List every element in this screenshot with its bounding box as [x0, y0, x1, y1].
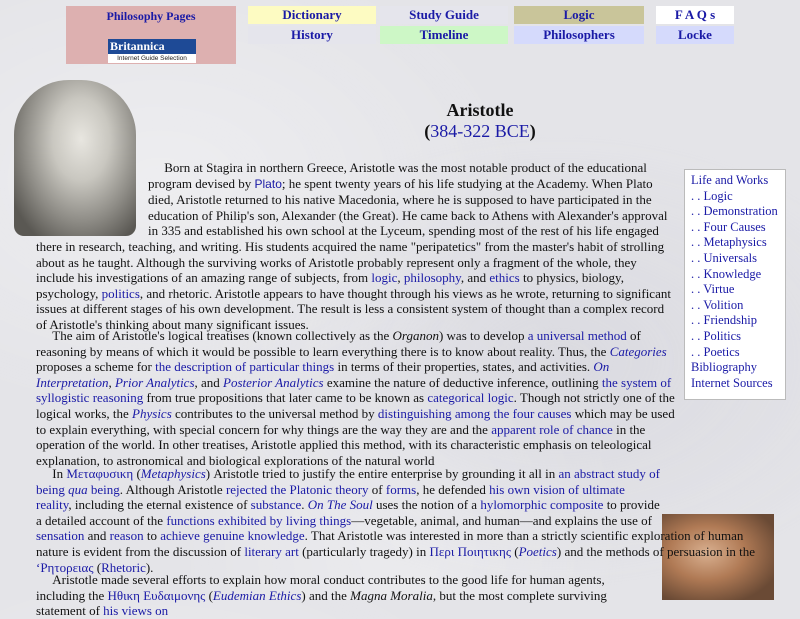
toc-internet-sources[interactable]: Internet Sources: [691, 375, 773, 390]
title-dates: (384-322 BCE): [424, 121, 536, 141]
link-poetics[interactable]: Poetics: [518, 543, 557, 559]
link-ethics[interactable]: ethics: [489, 270, 520, 286]
nav-locke[interactable]: Locke: [656, 26, 734, 44]
link-forms[interactable]: forms: [385, 481, 417, 497]
link-posterior-analytics[interactable]: Posterior Analytics: [223, 374, 324, 390]
toc-metaphysics[interactable]: . . Metaphysics: [691, 235, 767, 250]
link-knowledge[interactable]: achieve genuine knowledge: [160, 528, 305, 544]
link-greek-poetics[interactable]: Περι Ποιητικης: [429, 543, 511, 559]
philosophy-pages-link[interactable]: Philosophy Pages: [106, 9, 196, 23]
britannica-label: Britannica: [110, 39, 165, 53]
link-categories[interactable]: Categories: [609, 343, 667, 359]
philosophy-pages-panel: [66, 6, 236, 64]
link-physics[interactable]: Physics: [132, 405, 172, 421]
paragraph-life: Born at Stagira in northern Greece, Aristotle was the most notable product of the educational program devised by Plato; he spent twenty years of his life studying at the Academy. When Plato died, Aristotle returned to his native Macedonia, where he is supposed to have participated in the education of Philip's son, Alexander (the Great). He came back to Athens with Alexander's approval in 335 and established his own school at the Lyceum, spending most of the rest of his life engaged there in research, teaching, and writing. His students acquired the name "peripatetics" from the master's habit of strolling about as he taught. Although the surviving works of Aristotle probably represent only a fragment of the whole, they include his investigations of an amazing range of subjects, from logic, philosophy, and ethics to physics, biology, psychology, politics, and rhetoric. Aristotle appears to have thought through his views as he wrote, returning to significant issues at different stages of his own development. The result is less a consistent system of thought than a complex record of Aristotle's thinking about many significant issues.: [36, 160, 671, 332]
nav-history[interactable]: History: [248, 26, 376, 44]
link-on-interpretation[interactable]: On Interpretation: [36, 359, 610, 390]
toc-virtue[interactable]: . . Virtue: [691, 282, 735, 297]
link-hylomorphic[interactable]: hylomorphic composite: [480, 497, 604, 513]
toc-four-causes[interactable]: . . Four Causes: [691, 219, 766, 234]
page-title: [300, 100, 660, 142]
link-substance[interactable]: substance: [250, 497, 302, 513]
link-plato[interactable]: Plato: [254, 176, 282, 191]
link-categorical-logic[interactable]: categorical logic: [427, 390, 514, 406]
link-politics[interactable]: politics: [101, 285, 140, 301]
paragraph-ethics: Aristotle made several efforts to explain how moral conduct contributes to the good life for human agents, including the Ηθικη Ευδαιμονης (Eudemian Ethics) and the Magna Moralia, but the most complete surviving statement of his views on: [36, 572, 607, 619]
link-four-causes[interactable]: distinguishing among the four causes: [377, 405, 572, 421]
paragraph-logic: The aim of Aristotle's logical treatises (known collectively as the Organon) was to develop a universal method of reasoning by means of which it would be possible to learn everything there is to know about reality. Thus, the Categories proposes a scheme for the description of particular things in terms of their properties, states, and activities. On Interpretation, Prior Analytics, and Posterior Analytics examine the nature of deductive inference, outlining the system of syllogistic reasoning from true propositions that later came to be known as categorical logic. Though not strictly one of the logical works, the Physics contributes to the universal method by distinguishing among the four causes which may be used to explain everything, with special concern for why things are the way they are and the apparent role of chance in the operation of the world. In other treatises, Aristotle applied this method, with its characteristic emphasis on teleological explanation, to astronomical and biological explorations of the natural world: [36, 328, 675, 468]
link-reason[interactable]: reason: [109, 528, 144, 544]
link-rejected-platonic[interactable]: rejected the Platonic theory: [225, 481, 369, 497]
link-greek-eudemian[interactable]: Ηθικη Ευδαιμονης: [107, 587, 206, 603]
britannica-logo[interactable]: [108, 39, 196, 63]
toc-bibliography[interactable]: Bibliography: [691, 360, 757, 375]
link-being-qua-being[interactable]: an abstract study of being qua being: [36, 466, 660, 497]
link-syllogistic[interactable]: the system of syllogistic reasoning: [36, 374, 672, 406]
toc-friendship[interactable]: . . Friendship: [691, 313, 757, 328]
nav-philosophers[interactable]: Philosophers: [514, 26, 644, 44]
toc-volition[interactable]: . . Volition: [691, 297, 744, 312]
toc-life-works[interactable]: Life and Works: [691, 173, 769, 187]
link-views-on[interactable]: his views on: [103, 603, 169, 619]
link-greek-rhetoric[interactable]: ‘Ρητορειας: [36, 559, 94, 575]
nav-faqs[interactable]: F A Q s: [656, 6, 734, 24]
nav-logic[interactable]: Logic: [514, 6, 644, 24]
link-chance[interactable]: apparent role of chance: [491, 421, 613, 437]
toc-demonstration[interactable]: . . Demonstration: [691, 204, 778, 219]
paragraph-metaphysics: In Μεταφυσικη (Metaphysics) Aristotle tried to justify the entire enterprise by grounding it all in an abstract study of being qua being. Although Aristotle rejected the Platonic theory of forms, he defended his own vision of ultimate reality, including the eternal existence of substance. On The Soul uses the notion of a hylomorphic composite to provide a detailed account of the functions exhibited by living things—vegetable, animal, and human—and explains the use of sensation and reason to achieve genuine knowledge. That Aristotle was interested in more than a strictly scientific exploration of human nature is evident from the discussion of literary art (particularly tragedy) in Περι Ποιητικης (Poetics) and the methods of persuasion in the ‘Ρητορειας (Rhetoric).: [36, 466, 756, 575]
link-metaphysics[interactable]: Metaphysics: [140, 466, 206, 481]
link-universal-method[interactable]: a universal method: [527, 328, 627, 343]
nav-timeline[interactable]: Timeline: [380, 26, 508, 44]
link-logic[interactable]: logic: [371, 270, 398, 286]
toc-knowledge[interactable]: . . Knowledge: [691, 266, 762, 281]
britannica-sub: Internet Guide Selection: [108, 54, 196, 63]
toc-universals[interactable]: . . Universals: [691, 250, 757, 265]
link-eudemian-ethics[interactable]: Eudemian Ethics: [212, 587, 302, 603]
link-prior-analytics[interactable]: Prior Analytics: [114, 374, 195, 390]
title-name: Aristotle: [446, 100, 514, 120]
toc-poetics[interactable]: . . Poetics: [691, 344, 740, 359]
link-literary-art[interactable]: literary art: [244, 543, 299, 559]
dates-link[interactable]: 384-322 BCE: [430, 121, 530, 141]
link-greek-metaphysics[interactable]: Μεταφυσικη: [66, 466, 134, 481]
link-particular-things[interactable]: the description of particular things: [155, 359, 335, 375]
link-ultimate-reality[interactable]: his own vision of ultimate reality: [36, 481, 625, 513]
link-sensation[interactable]: sensation: [36, 528, 85, 544]
link-rhetoric[interactable]: Rhetoric: [101, 559, 146, 575]
link-on-the-soul[interactable]: On The Soul: [307, 497, 373, 513]
link-functions[interactable]: functions exhibited by living things: [166, 512, 352, 528]
contents-box: [684, 169, 786, 400]
link-philosophy[interactable]: philosophy: [403, 270, 461, 286]
nav-study-guide[interactable]: Study Guide: [380, 6, 508, 24]
toc-logic[interactable]: . . Logic: [691, 188, 733, 203]
nav-dictionary[interactable]: Dictionary: [248, 6, 376, 24]
toc-politics[interactable]: . . Politics: [691, 328, 742, 343]
